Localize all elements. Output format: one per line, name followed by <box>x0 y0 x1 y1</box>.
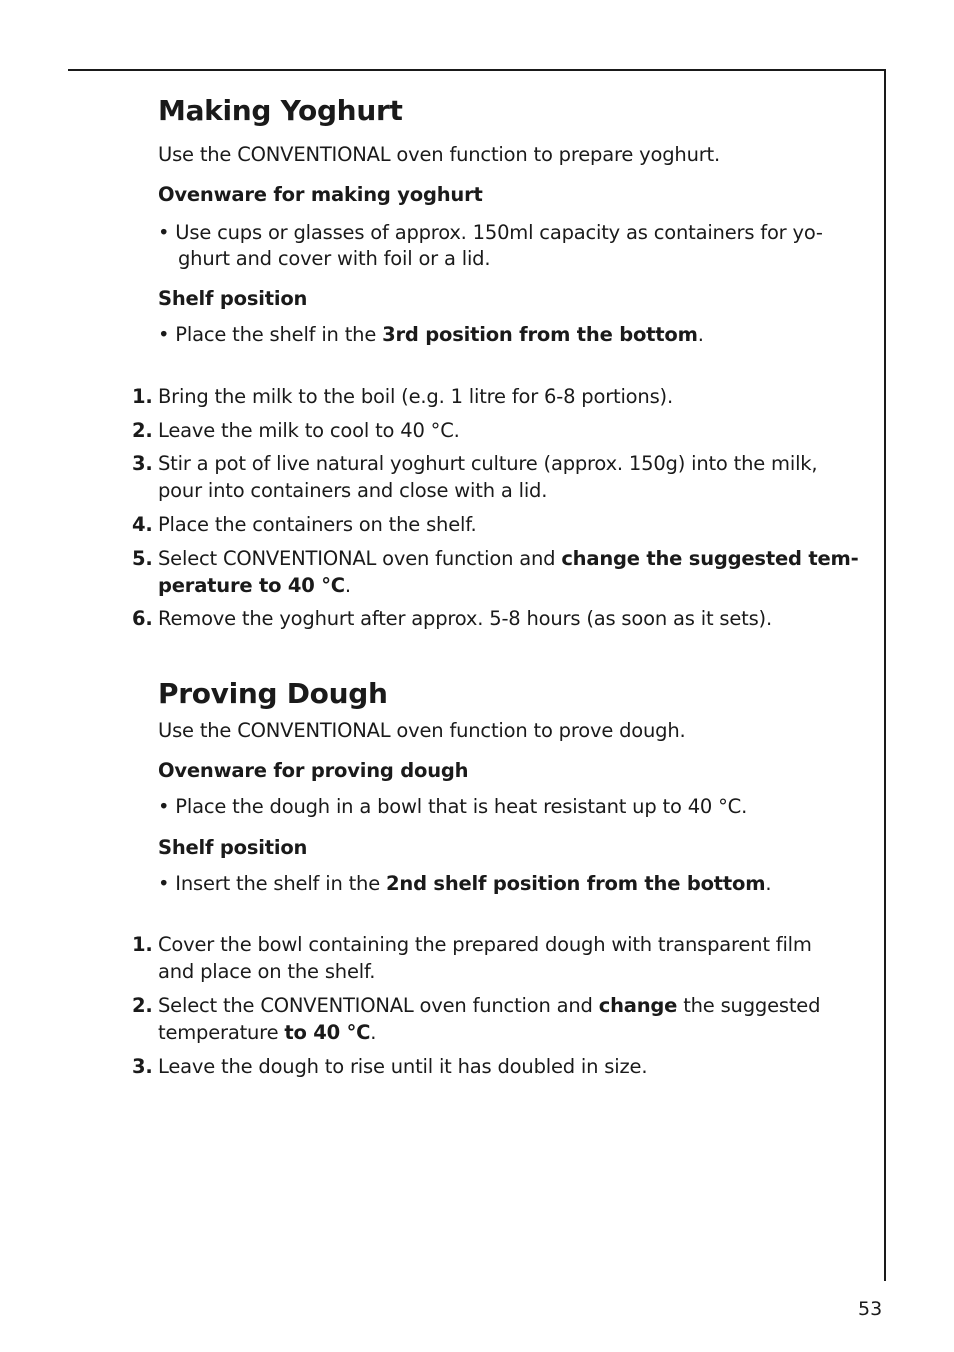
yoghurt-ovenware-heading: Ovenware for making yoghurt <box>158 183 483 206</box>
dough-ovenware-heading: Ovenware for proving dough <box>158 759 469 782</box>
step-number: 4. <box>132 513 153 536</box>
step-text: Stir a pot of live natural yoghurt culture (approx. 150g) into the milk, <box>158 452 818 475</box>
step-text-cont: and place on the shelf. <box>158 960 376 983</box>
right-rule <box>884 69 886 1281</box>
step-number: 1. <box>132 933 153 956</box>
step-number: 6. <box>132 607 153 630</box>
step-number: 3. <box>132 452 153 475</box>
dough-intro: Use the CONVENTIONAL oven function to prove dough. <box>158 719 686 742</box>
dough-shelf-bullet <box>158 872 771 895</box>
step-text <box>132 992 872 1019</box>
yoghurt-ovenware-bullet <box>158 220 823 272</box>
step-text: Bring the milk to the boil (e.g. 1 litre for 6-8 portions). <box>158 385 673 408</box>
step-text <box>132 545 872 572</box>
step-text-cont: pour into containers and close with a lid. <box>158 479 548 502</box>
step-text: Leave the milk to cool to 40 °C. <box>158 419 460 442</box>
yoghurt-step-1 <box>132 383 872 410</box>
dough-shelf-heading: Shelf position <box>158 836 308 859</box>
dough-shelf-bold: 2nd shelf position from the bottom <box>386 872 766 895</box>
yoghurt-shelf-pre: • Place the shelf in the <box>158 323 383 346</box>
dough-step-1 <box>132 931 872 985</box>
step-text: Place the containers on the shelf. <box>158 513 477 536</box>
yoghurt-shelf-bold: 3rd position from the bottom <box>382 323 698 346</box>
step-text-bold: change the suggested tem- <box>561 547 859 570</box>
step-text-post: . <box>344 574 351 597</box>
yoghurt-step-5 <box>132 545 872 599</box>
step-text-bold-cont: perature to 40 °C <box>158 574 345 597</box>
dough-shelf-pre: • Insert the shelf in the <box>158 872 387 895</box>
step-text-cont <box>132 1019 872 1046</box>
step-number: 3. <box>132 1055 153 1078</box>
step-text-pre: Select the CONVENTIONAL oven function and <box>158 994 599 1017</box>
step-text-pre-cont: temperature <box>158 1021 285 1044</box>
yoghurt-step-6 <box>132 605 872 632</box>
step-text: Remove the yoghurt after approx. 5-8 hours (as soon as it sets). <box>158 607 772 630</box>
step-number: 1. <box>132 385 153 408</box>
yoghurt-ovenware-line2: ghurt and cover with foil or a lid. <box>178 247 491 270</box>
step-number: 2. <box>132 419 153 442</box>
step-text-cont <box>132 572 872 599</box>
section-title-yoghurt: Making Yoghurt <box>158 94 403 127</box>
section-title-dough: Proving Dough <box>158 677 388 710</box>
step-number: 5. <box>132 547 153 570</box>
yoghurt-step-4 <box>132 511 872 538</box>
yoghurt-shelf-heading: Shelf position <box>158 287 308 310</box>
yoghurt-step-2 <box>132 417 872 444</box>
page-number: 53 <box>858 1298 883 1320</box>
yoghurt-shelf-post: . <box>697 323 704 346</box>
step-text: Cover the bowl containing the prepared dough with transparent film <box>158 933 812 956</box>
yoghurt-step-3 <box>132 450 872 504</box>
yoghurt-intro: Use the CONVENTIONAL oven function to prepare yoghurt. <box>158 143 720 166</box>
dough-ovenware-bullet: • Place the dough in a bowl that is heat resistant up to 40 °C. <box>158 795 748 818</box>
yoghurt-ovenware-line1: • Use cups or glasses of approx. 150ml capacity as containers for yo- <box>158 221 823 244</box>
step-text-pre: Select CONVENTIONAL oven function and <box>158 547 562 570</box>
dough-shelf-post: . <box>765 872 772 895</box>
step-text-bold-cont: to 40 °C <box>284 1021 371 1044</box>
dough-step-2 <box>132 992 872 1046</box>
step-number: 2. <box>132 994 153 1017</box>
step-text-post: the suggested <box>677 994 821 1017</box>
yoghurt-shelf-bullet <box>158 323 704 346</box>
top-rule <box>68 69 886 71</box>
step-text-post-cont: . <box>370 1021 377 1044</box>
step-text: Leave the dough to rise until it has doubled in size. <box>158 1055 648 1078</box>
dough-step-3 <box>132 1053 872 1080</box>
step-text-bold: change <box>598 994 678 1017</box>
